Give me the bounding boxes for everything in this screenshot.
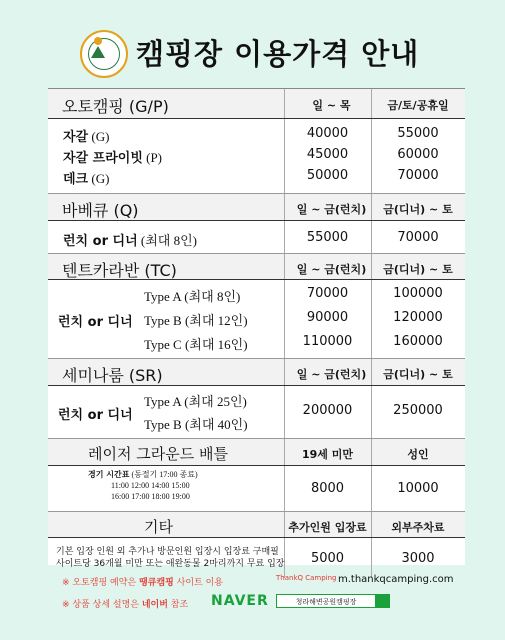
room-type: Type A (최대 25인) bbox=[144, 394, 247, 409]
price-weekday: 90000 bbox=[306, 310, 349, 325]
price-weekday: 110000 bbox=[302, 334, 353, 349]
price-row-label: 자갈 (G) bbox=[63, 129, 110, 145]
section-header-laser bbox=[48, 439, 465, 466]
section-body-laser bbox=[48, 466, 465, 512]
section-header-sr bbox=[48, 359, 465, 386]
caravan-type: Type A (최대 8인) bbox=[144, 289, 241, 304]
naver-logo-icon: NAVER bbox=[211, 593, 269, 609]
section-body-etc bbox=[48, 538, 465, 578]
price-parking: 3000 bbox=[401, 551, 435, 566]
search-icon[interactable] bbox=[376, 594, 390, 608]
price-youth: 8000 bbox=[310, 481, 345, 496]
column-header: 일 ~ 목 bbox=[312, 99, 351, 112]
price-adult: 10000 bbox=[397, 481, 439, 496]
section-title: 레이저 그라운드 배틀 bbox=[88, 445, 228, 463]
price-weekday: 70000 bbox=[306, 286, 349, 301]
price-weekend: 100000 bbox=[393, 286, 443, 301]
section-header-etc bbox=[48, 512, 465, 538]
thankq-logo-icon: ThankQ Camping bbox=[276, 574, 337, 582]
section-title: 오토캠핑 (G/P) bbox=[62, 97, 169, 116]
price-row-label: 자갈 프라이빗 (P) bbox=[63, 150, 163, 166]
price-weekday: 50000 bbox=[306, 168, 349, 183]
caravan-type: Type C (최대 16인) bbox=[144, 337, 248, 352]
group-label: 런치 or 디너 bbox=[58, 315, 133, 330]
group-label: 런치 or 디너 bbox=[58, 408, 133, 423]
price-weekend: 250000 bbox=[393, 403, 443, 418]
price-weekday: 40000 bbox=[306, 126, 349, 141]
price-table bbox=[48, 88, 465, 569]
page-title: 캠핑장 이용가격 안내 bbox=[136, 37, 420, 71]
price-weekend: 160000 bbox=[393, 334, 443, 349]
etc-description: 기본 입장 인원 외 추가나 방문인원 입장시 입장료 구매필 사이트당 36개월 미만 또는 애완동물 2마리까지 무료 입장 bbox=[56, 547, 285, 569]
column-header: 19세 미만 bbox=[301, 448, 353, 461]
section-header-auto bbox=[48, 89, 465, 119]
column-header: 일 ~ 금(런치) bbox=[296, 368, 367, 381]
price-weekend: 70000 bbox=[397, 230, 439, 245]
caravan-type: Type B (최대 12인) bbox=[144, 313, 248, 328]
price-weekend: 120000 bbox=[393, 310, 443, 325]
price-weekday: 45000 bbox=[306, 147, 349, 162]
section-body-sr bbox=[48, 386, 465, 439]
price-extra-person: 5000 bbox=[310, 551, 345, 566]
column-header: 금(디너) ~ 토 bbox=[383, 203, 453, 216]
section-title: 세미나룸 (SR) bbox=[62, 366, 163, 385]
price-weekend: 70000 bbox=[397, 168, 439, 183]
naver-search-box[interactable]: 청라해변공원캠핑장 bbox=[276, 594, 376, 608]
section-body-bbq bbox=[48, 221, 465, 254]
price-weekday: 55000 bbox=[306, 230, 349, 245]
column-header: 추가인원 입장료 bbox=[288, 521, 367, 534]
schedule-times: 16:00 17:00 18:00 19:00 bbox=[111, 492, 190, 501]
section-title: 기타 bbox=[144, 518, 173, 536]
site-url-link[interactable]: m.thankqcamping.com bbox=[338, 574, 454, 585]
price-weekend: 55000 bbox=[397, 126, 439, 141]
page-header bbox=[0, 26, 505, 82]
schedule-times: 11:00 12:00 14:00 15:00 bbox=[111, 481, 190, 490]
price-row-label: 런치 or 디너 (최대 8인) bbox=[63, 233, 197, 249]
room-type: Type B (최대 40인) bbox=[144, 417, 248, 432]
column-header: 외부주차료 bbox=[391, 521, 445, 534]
price-row-label: 데크 (G) bbox=[63, 171, 110, 187]
section-header-bbq bbox=[48, 194, 465, 221]
price-weekend: 60000 bbox=[397, 147, 439, 162]
section-body-auto bbox=[48, 119, 465, 194]
section-header-tc bbox=[48, 254, 465, 280]
section-title: 텐트카라반 (TC) bbox=[62, 261, 177, 280]
column-header: 성인 bbox=[407, 448, 429, 461]
note-reservation: ※ 오토캠핑 예약은 땡큐캠핑 사이트 이용 bbox=[62, 578, 223, 588]
section-body-tc bbox=[48, 280, 465, 359]
column-header: 일 ~ 금(런치) bbox=[296, 263, 367, 276]
section-title: 바베큐 (Q) bbox=[62, 201, 139, 220]
note-naver: ※ 상품 상세 설명은 네이버 참조 bbox=[62, 600, 189, 610]
column-header: 금(디너) ~ 토 bbox=[383, 368, 453, 381]
price-weekday: 200000 bbox=[302, 403, 353, 418]
column-header: 금(디너) ~ 토 bbox=[383, 263, 453, 276]
column-header: 금/토/공휴일 bbox=[387, 99, 449, 112]
column-header: 일 ~ 금(런치) bbox=[296, 203, 367, 216]
campsite-logo-icon bbox=[80, 30, 128, 78]
schedule-title: 경기 시간표 (동절기 17:00 종료) bbox=[88, 470, 198, 479]
